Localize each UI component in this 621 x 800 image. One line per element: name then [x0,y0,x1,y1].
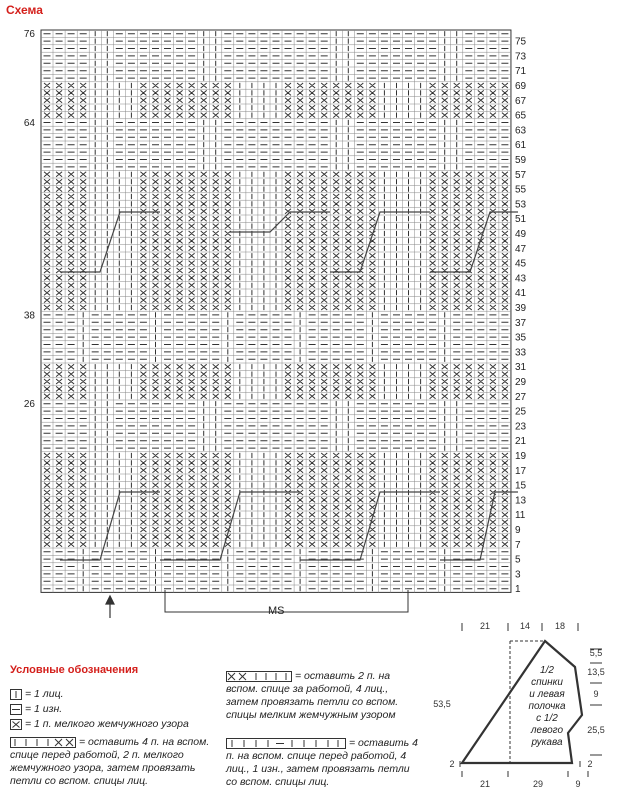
svg-text:1/2: 1/2 [540,665,554,676]
row-label-left-26: 26 [23,399,35,411]
svg-text:и левая: и левая [529,689,565,700]
row-label-75: 75 [514,36,527,48]
seed-symbol-icon [10,719,22,730]
purl-symbol-icon [10,704,22,715]
row-label-1: 1 [514,584,521,596]
row-label-left-38: 38 [23,310,35,322]
sch-top-2: 14 [519,621,531,631]
row-label-19: 19 [514,451,527,462]
sch-top-3: 18 [554,621,566,631]
legend-purl-text: = 1 изн. [25,703,63,715]
legend-seed [10,718,220,731]
start-arrow [106,596,114,618]
row-label-17: 17 [514,465,527,477]
row-label-61: 61 [514,140,527,152]
legend-seed-text: = 1 п. мелкого жемчужного узора [25,718,189,730]
row-label-3: 3 [514,569,521,581]
row-label-39: 39 [514,303,527,314]
svg-text:спинки: спинки [531,677,563,688]
row-label-9: 9 [514,525,521,536]
row-label-47: 47 [514,243,527,255]
legend-cross-purl [226,737,421,789]
row-label-11: 11 [514,510,526,522]
chart-title: Схема [6,3,43,17]
row-label-37: 37 [514,317,527,329]
row-label-41: 41 [514,288,527,300]
cable-left-symbol-icon [10,737,76,748]
ms-label: MS [268,605,285,617]
row-label-53: 53 [514,199,527,211]
row-label-65: 65 [514,110,527,122]
cable-right-symbol-icon [226,671,292,682]
row-label-43: 43 [514,273,527,285]
row-label-45: 45 [514,258,527,270]
legend-cross-right [226,670,421,722]
row-label-73: 73 [514,51,527,63]
sch-bottom-1: 21 [479,779,491,789]
row-label-27: 27 [514,391,527,403]
legend-title: Условные обозначения [10,664,139,676]
sch-left: 53,5 [433,699,451,709]
row-label-57: 57 [514,169,527,181]
row-label-67: 67 [514,95,527,107]
legend-cross-left [10,736,222,788]
svg-text:левого: левого [530,725,564,736]
row-label-71: 71 [514,66,527,78]
legend-knit-text: = 1 лиц. [25,688,64,700]
sch-right-4: 25,5 [587,725,605,735]
row-label-33: 33 [514,347,527,359]
row-label-7: 7 [514,539,521,551]
row-label-5: 5 [514,554,521,566]
ms-bracket [165,590,408,612]
cable-purl-symbol-icon [226,738,346,749]
sch-right-1: 5,5 [589,648,603,658]
sch-top-1: 21 [479,621,491,631]
knit-symbol-icon [10,689,22,700]
svg-text:полочка: полочка [528,701,566,712]
svg-text:рукава: рукава [531,737,563,748]
row-label-31: 31 [514,362,527,374]
row-label-49: 49 [514,229,527,240]
row-label-21: 21 [514,436,527,448]
row-label-51: 51 [514,214,527,226]
row-label-15: 15 [514,480,527,492]
row-label-left-76: 76 [23,29,35,41]
legend-purl [10,703,62,716]
row-label-35: 35 [514,332,527,344]
sch-right-2: 13,5 [587,667,605,677]
garment-schematic [430,615,615,795]
sch-bottom-3: 9 [575,779,581,789]
row-label-63: 63 [514,125,527,137]
legend-knit [10,688,64,701]
sch-bottom-2: 29 [532,779,544,789]
row-label-29: 29 [514,377,527,388]
legend-cross-purl-text: = оставить 4 п. на вспом. спице перед работой, 4 лиц., 1 изн., затем провязать петли со вспом. спицы лиц. [226,737,418,788]
row-label-59: 59 [514,155,527,166]
row-label-25: 25 [514,406,527,418]
row-label-55: 55 [514,184,527,196]
sch-side-right: 2 [587,759,593,769]
sch-right-3: 9 [593,689,599,699]
svg-text:с 1/2: с 1/2 [536,713,558,724]
row-label-13: 13 [514,495,527,507]
row-label-69: 69 [514,81,527,92]
schematic-caption [528,665,565,748]
row-label-23: 23 [514,421,527,433]
row-label-left-64: 64 [23,118,35,129]
sch-side-left: 2 [449,759,455,769]
legend-cross-right-text: = оставить 2 п. на вспом. спице за работой, 4 лиц., затем провязать петли со вспом. спицы мелким жемчужным узором [226,670,399,721]
legend-cross-left-text: = оставить 4 п. на вспом. спице перед работой, 2 п. мелкого жемчужного узора, затем провязать петли со вспом. спицы лиц. [10,736,210,787]
